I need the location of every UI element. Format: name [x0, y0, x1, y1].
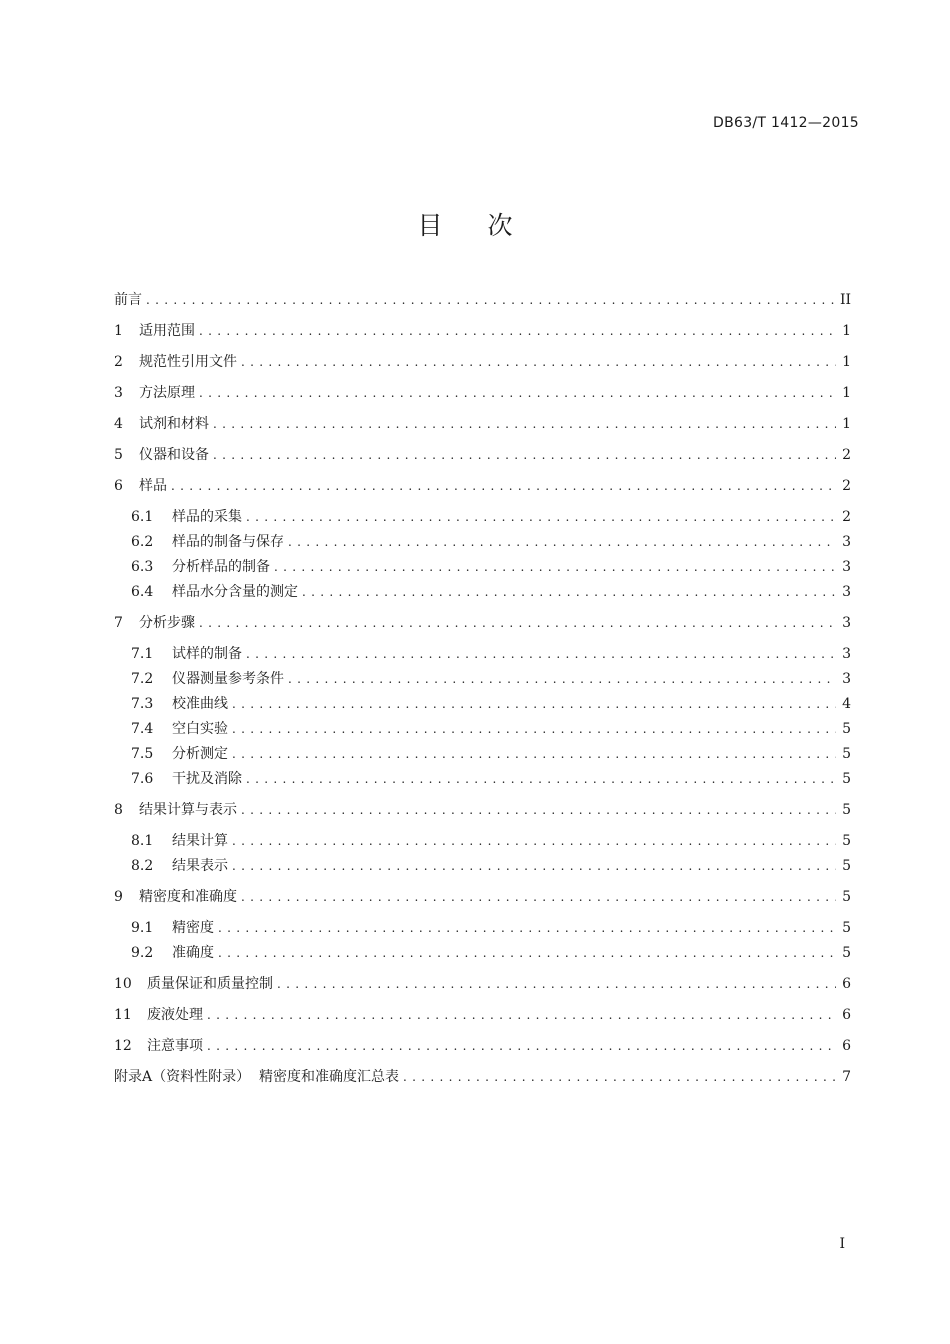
- toc-entry-number: 10: [114, 976, 132, 992]
- toc-subentry[interactable]: [131, 506, 851, 526]
- toc-subentry[interactable]: [131, 693, 851, 713]
- toc-entry-page: 1: [842, 416, 851, 432]
- toc-entry-number: 9.2: [131, 945, 154, 961]
- toc-entry-number: 7.6: [131, 771, 154, 787]
- toc-entry-label: 试样的制备: [172, 646, 242, 662]
- toc-entry-page: 3: [842, 534, 851, 550]
- toc-entry-number: 7.5: [131, 746, 154, 762]
- toc-entry-page: 3: [842, 584, 851, 600]
- toc-entry-label: 样品水分含量的测定: [172, 584, 298, 600]
- toc-entry[interactable]: [114, 886, 851, 906]
- toc-entry-label: 仪器测量参考条件: [172, 671, 284, 687]
- toc-leader-dots: [403, 1070, 836, 1084]
- toc-entry-label: 附录A（资料性附录） 精密度和准确度汇总表: [114, 1069, 400, 1085]
- toc-subentry[interactable]: [131, 830, 851, 850]
- toc-entry-number: 8.2: [131, 858, 154, 874]
- toc-entry-label: 试剂和材料: [139, 416, 209, 432]
- toc-subentry[interactable]: [131, 581, 851, 601]
- toc-entry-label: 精密度: [172, 920, 214, 936]
- toc-entry[interactable]: [114, 1004, 851, 1024]
- toc-entry-page: 3: [842, 559, 851, 575]
- toc-entry-number: 11: [114, 1007, 132, 1023]
- toc-entry-label: 空白实验: [172, 721, 228, 737]
- toc-entry-page: 5: [842, 833, 851, 849]
- toc-subentry[interactable]: [131, 556, 851, 576]
- toc-entry-page: 1: [842, 323, 851, 339]
- toc-entry[interactable]: [114, 382, 851, 402]
- toc-entry-label: 质量保证和质量控制: [147, 976, 273, 992]
- toc-entry-number: 6.2: [131, 534, 154, 550]
- toc-entry-page: 5: [842, 721, 851, 737]
- toc-subentry[interactable]: [131, 743, 851, 763]
- toc-entry-page: 5: [842, 889, 851, 905]
- toc-entry-number: 9: [114, 889, 123, 905]
- toc-entry-page: 1: [842, 354, 851, 370]
- toc-leader-dots: [274, 560, 836, 574]
- toc-entry-page: 3: [842, 646, 851, 662]
- toc-entry-label: 分析样品的制备: [172, 559, 270, 575]
- toc-entry-page: 6: [842, 1007, 851, 1023]
- toc-entry[interactable]: [114, 444, 851, 464]
- toc-leader-dots: [207, 1008, 836, 1022]
- toc-entry-label: 方法原理: [139, 385, 195, 401]
- toc-leader-dots: [241, 890, 836, 904]
- toc-entry[interactable]: [114, 1035, 851, 1055]
- toc-leader-dots: [288, 535, 836, 549]
- toc-entry-label: 分析测定: [172, 746, 228, 762]
- toc-entry-label: 样品的制备与保存: [172, 534, 284, 550]
- toc-entry-page: 3: [842, 615, 851, 631]
- toc-leader-dots: [277, 977, 836, 991]
- toc-entry-number: 7.3: [131, 696, 154, 712]
- toc-entry-page: 5: [842, 802, 851, 818]
- toc-entry-number: 7.1: [131, 646, 154, 662]
- toc-entry-number: 6: [114, 478, 123, 494]
- toc-subentry[interactable]: [131, 718, 851, 738]
- toc-entry-page: 1: [842, 385, 851, 401]
- toc-leader-dots: [207, 1039, 836, 1053]
- toc-entry-number: 9.1: [131, 920, 154, 936]
- toc-leader-dots: [213, 448, 836, 462]
- toc-entry-label: 仪器和设备: [139, 447, 209, 463]
- toc-subentry[interactable]: [131, 668, 851, 688]
- toc-entry-page: 5: [842, 945, 851, 961]
- toc-leader-dots: [171, 479, 836, 493]
- toc-entry[interactable]: [114, 612, 851, 632]
- toc-leader-dots: [199, 324, 836, 338]
- toc-entry-number: 8.1: [131, 833, 154, 849]
- toc-entry-page: 6: [842, 1038, 851, 1054]
- toc-leader-dots: [232, 697, 836, 711]
- toc-entry-number: 1: [114, 323, 123, 339]
- toc-leader-dots: [232, 722, 836, 736]
- toc-subentry[interactable]: [131, 643, 851, 663]
- toc-entry-page: 5: [842, 858, 851, 874]
- toc-entry-preface[interactable]: [114, 289, 851, 309]
- toc-entry[interactable]: [114, 973, 851, 993]
- toc-subentry[interactable]: [131, 855, 851, 875]
- toc-entry-number: 7.4: [131, 721, 154, 737]
- toc-leader-dots: [241, 355, 836, 369]
- toc-entry-page: 5: [842, 771, 851, 787]
- toc-subentry[interactable]: [131, 917, 851, 937]
- toc-entry-label: 结果表示: [172, 858, 228, 874]
- toc-leader-dots: [199, 386, 836, 400]
- toc-entry-label: 校准曲线: [172, 696, 228, 712]
- toc-entry-number: 7: [114, 615, 123, 631]
- toc-leader-dots: [302, 585, 836, 599]
- toc-entry-page: 7: [842, 1069, 851, 1085]
- toc-leader-dots: [288, 672, 836, 686]
- toc-entry[interactable]: [114, 413, 851, 433]
- toc-entry-appendix-a[interactable]: [114, 1066, 851, 1086]
- toc-entry-label: 注意事项: [147, 1038, 203, 1054]
- toc-leader-dots: [246, 510, 836, 524]
- toc-leader-dots: [246, 772, 836, 786]
- toc-entry-number: 6.3: [131, 559, 154, 575]
- toc-entry-label: 前言: [114, 292, 142, 308]
- toc-entry[interactable]: [114, 320, 851, 340]
- toc-entry-page: 3: [842, 671, 851, 687]
- toc-leader-dots: [241, 803, 836, 817]
- toc-title: 目次: [417, 211, 558, 240]
- toc-subentry[interactable]: [131, 768, 851, 788]
- toc-entry-page: 2: [842, 447, 851, 463]
- toc-entry-label: 结果计算与表示: [139, 802, 237, 818]
- toc-entry-label: 废液处理: [147, 1007, 203, 1023]
- toc-entry-label: 规范性引用文件: [139, 354, 237, 370]
- toc-leader-dots: [232, 859, 836, 873]
- toc-entry-number: 6.4: [131, 584, 154, 600]
- toc-entry-label: 适用范围: [139, 323, 195, 339]
- toc-subentry[interactable]: [131, 942, 851, 962]
- toc-entry-page: 5: [842, 920, 851, 936]
- toc-entry-page: 6: [842, 976, 851, 992]
- toc-entry-page: 5: [842, 746, 851, 762]
- toc-leader-dots: [232, 747, 836, 761]
- toc-entry-number: 4: [114, 416, 123, 432]
- page-number: I: [839, 1236, 845, 1252]
- toc-entry-label: 样品的采集: [172, 509, 242, 525]
- toc-leader-dots: [213, 417, 836, 431]
- toc-entry-number: 6.1: [131, 509, 154, 525]
- toc-leader-dots: [232, 834, 836, 848]
- toc-entry[interactable]: [114, 351, 851, 371]
- toc-entry-label: 结果计算: [172, 833, 228, 849]
- toc-leader-dots: [218, 946, 836, 960]
- toc-entry-label: 准确度: [172, 945, 214, 961]
- toc-entry-label: 样品: [139, 478, 167, 494]
- document-code: DB63/T 1412—2015: [713, 115, 859, 131]
- toc-entry-number: 12: [114, 1038, 132, 1054]
- toc-entry-label: 精密度和准确度: [139, 889, 237, 905]
- toc-entry-number: 8: [114, 802, 123, 818]
- toc-subentry[interactable]: [131, 531, 851, 551]
- toc-entry-number: 7.2: [131, 671, 154, 687]
- toc-entry-label: 干扰及消除: [172, 771, 242, 787]
- toc-leader-dots: [199, 616, 836, 630]
- toc-entry-page: 4: [842, 696, 851, 712]
- toc-entry-page: II: [839, 292, 851, 308]
- toc-leader-dots: [146, 293, 834, 307]
- toc-entry-number: 3: [114, 385, 123, 401]
- toc-entry-label: 分析步骤: [139, 615, 195, 631]
- toc-leader-dots: [246, 647, 836, 661]
- toc-leader-dots: [218, 921, 836, 935]
- toc-entry-number: 5: [114, 447, 123, 463]
- toc-entry-page: 2: [842, 509, 851, 525]
- toc-entry[interactable]: [114, 475, 851, 495]
- toc-entry-number: 2: [114, 354, 123, 370]
- toc-entry[interactable]: [114, 799, 851, 819]
- toc-entry-page: 2: [842, 478, 851, 494]
